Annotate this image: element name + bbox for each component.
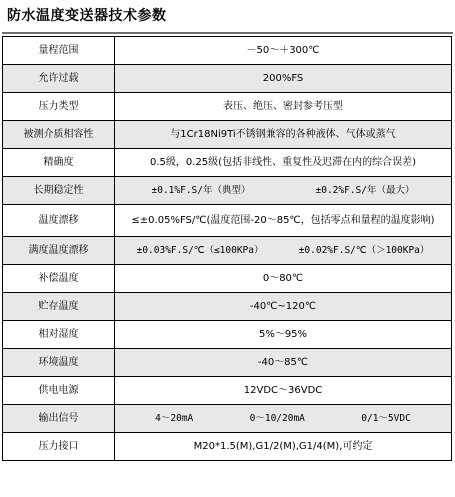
table-row (3, 237, 452, 265)
param-label: 允许过载 (3, 65, 115, 93)
table-row (3, 321, 452, 349)
param-value: M20*1.5(M),G1/2(M),G1/4(M),可约定 (115, 433, 452, 461)
param-value: －50～＋300℃ (115, 37, 452, 65)
param-value-text: ≤±0.05%FS/℃(温度范围-20～85℃，包括零点和量程的温度影响) (131, 215, 435, 226)
table-row (3, 349, 452, 377)
table-row (3, 433, 452, 461)
param-label: 满度温度漂移 (3, 237, 115, 265)
param-value: -40℃~120℃ (115, 293, 452, 321)
param-label: 压力类型 (3, 93, 115, 121)
param-value (115, 405, 452, 433)
param-value (115, 177, 452, 205)
param-label: 输出信号 (3, 405, 115, 433)
table-row (3, 293, 452, 321)
param-value: 与1Cr18Ni9Ti不锈钢兼容的各种液体、气体或蒸气 (115, 121, 452, 149)
table-row (3, 377, 452, 405)
param-value: 0.5级，0.25级(包括非线性、重复性及迟滞在内的综合误差) (115, 149, 452, 177)
param-label: 温度漂移 (3, 205, 115, 237)
table-row (3, 205, 452, 237)
param-value: 表压、绝压、密封参考压型 (115, 93, 452, 121)
param-value: 0～80℃ (115, 265, 452, 293)
param-value-max: ±0.2%F.S/年（最大） (315, 184, 415, 196)
param-value (115, 205, 452, 237)
table-row (3, 177, 452, 205)
table-row (3, 93, 452, 121)
table-row (3, 405, 452, 433)
param-label: 供电电源 (3, 377, 115, 405)
param-value: 5%～95% (115, 321, 452, 349)
param-value (115, 237, 452, 265)
param-label: 相对湿度 (3, 321, 115, 349)
param-label: 补偿温度 (3, 265, 115, 293)
param-value: 12VDC～36VDC (115, 377, 452, 405)
param-label: 长期稳定性 (3, 177, 115, 205)
param-value-voltage: 0/1～5VDC (361, 412, 411, 424)
param-value-high-range: ±0.02%F.S/℃（＞100KPa） (298, 244, 430, 256)
title-bar (2, 2, 453, 34)
table-row (3, 149, 452, 177)
spec-table (2, 36, 452, 461)
param-value: -40～85℃ (115, 349, 452, 377)
page-title: 防水温度变送器技术参数 (7, 8, 167, 24)
param-value-typical: ±0.1%F.S/年（典型） (151, 184, 251, 196)
table-row (3, 37, 452, 65)
param-value-low-range: ±0.03%F.S/℃（≤100KPa） (136, 244, 264, 256)
param-label: 环境温度 (3, 349, 115, 377)
param-label: 压力接口 (3, 433, 115, 461)
table-row (3, 265, 452, 293)
table-row (3, 121, 452, 149)
param-label: 精确度 (3, 149, 115, 177)
param-value-current-alt: 0～10/20mA (249, 412, 305, 424)
param-label: 贮存温度 (3, 293, 115, 321)
param-label: 量程范围 (3, 37, 115, 65)
param-value-current: 4～20mA (155, 412, 194, 424)
param-label: 被测介质相容性 (3, 121, 115, 149)
table-row (3, 65, 452, 93)
param-value: 200%FS (115, 65, 452, 93)
